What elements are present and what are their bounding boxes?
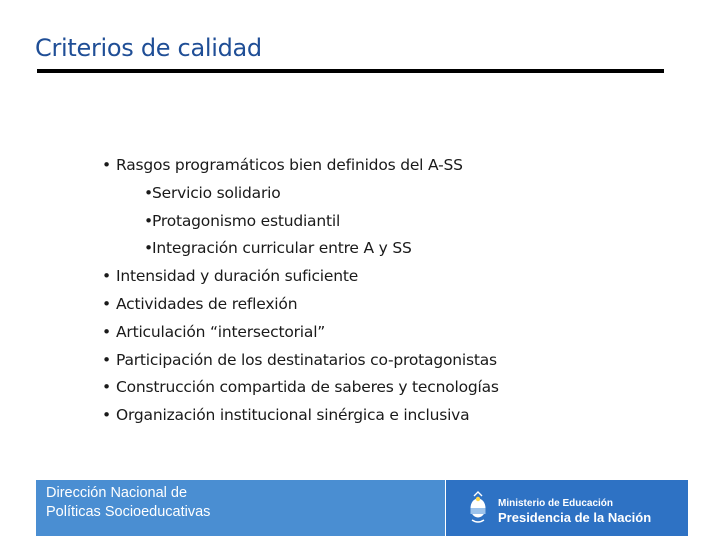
bullet-text: Integración curricular entre A y SS [152, 239, 412, 258]
bullet-marker: • [102, 322, 111, 341]
bullet-marker: • [102, 350, 111, 369]
presidencia-name: Presidencia de la Nación [498, 510, 652, 525]
bullet-item [102, 374, 682, 402]
bullet-item [102, 402, 682, 430]
bullet-item [102, 319, 682, 347]
bullet-marker: • [102, 156, 111, 174]
bullet-text: Construcción compartida de saberes y tecnologías [116, 378, 499, 397]
bullet-marker: • [144, 239, 153, 258]
sub-bullet-item [102, 235, 682, 263]
bullet-marker: • [102, 294, 111, 313]
bullet-text: Rasgos programáticos bien definidos del A-SS [116, 156, 463, 174]
sub-bullet-item [102, 180, 682, 208]
bullet-text: Actividades de reflexión [116, 294, 298, 313]
argentina-coat-of-arms-icon [468, 490, 488, 526]
bullet-text: Articulación “intersectorial” [116, 322, 326, 341]
bullet-text: Participación de los destinatarios co-protagonistas [116, 350, 497, 369]
bullet-text: Organización institucional sinérgica e inclusiva [116, 406, 470, 425]
slide-title: Criterios de calidad [35, 34, 262, 62]
bullet-marker: • [102, 267, 111, 286]
title-underline [37, 69, 664, 73]
bullet-item [102, 263, 682, 291]
department-line-2: Políticas Socioeducativas [46, 504, 211, 520]
ministry-name: Ministerio de Educación [498, 498, 614, 509]
bullet-text: Protagonismo estudiantil [152, 211, 341, 230]
sub-bullet-item [102, 208, 682, 236]
bullet-item [102, 347, 682, 375]
bullet-marker: • [102, 406, 111, 425]
bullet-marker: • [144, 183, 153, 202]
footer-ministry-box [446, 480, 688, 536]
bullet-marker: • [144, 211, 153, 230]
bullet-list [102, 152, 682, 430]
bullet-marker: • [102, 378, 111, 397]
bullet-text: Intensidad y duración suficiente [116, 267, 359, 286]
bullet-item [102, 291, 682, 319]
footer-department-box [36, 480, 445, 536]
bullet-text: Servicio solidario [152, 183, 281, 202]
department-line-1: Dirección Nacional de [46, 485, 188, 501]
bullet-item [102, 152, 682, 180]
